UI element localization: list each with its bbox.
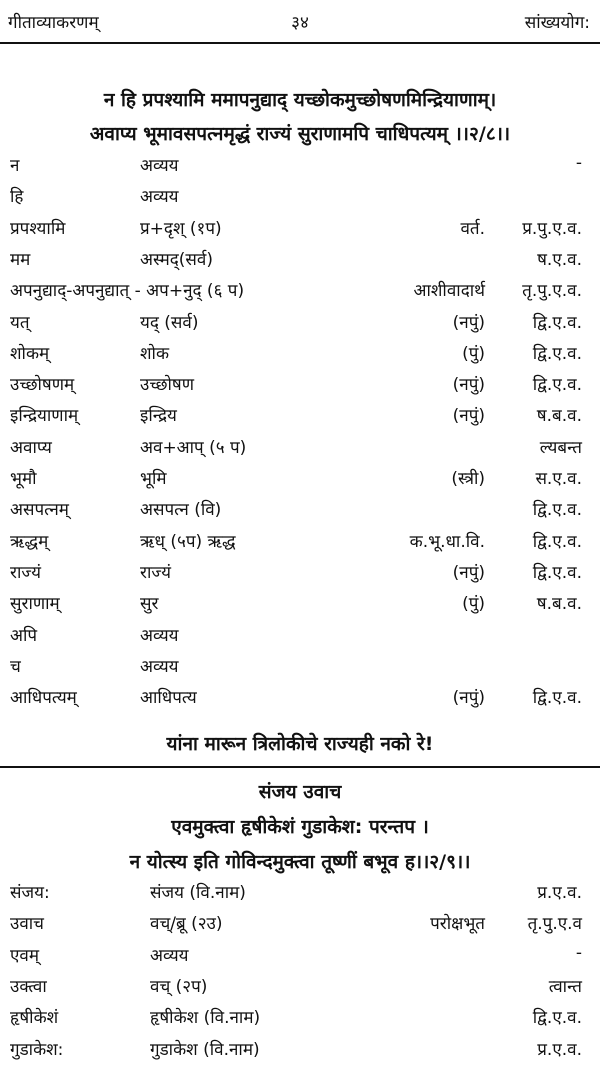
word-cell: एवम् (10, 945, 40, 966)
section-rule (0, 766, 600, 768)
word-cell: अपि (10, 625, 38, 646)
word-cell: भूमौ (10, 469, 37, 489)
root-cell: हृषीकेश (वि.नाम) (150, 1008, 261, 1029)
form-cell: द्वि.ए.व. (532, 500, 582, 521)
word-cell: आधिपत्यम् (10, 688, 77, 709)
verse1-line2: अवाप्य भूमावसपत्नमृद्धं राज्यं सुराणामपि चाधिपत्यम् ।।२/८।। (89, 123, 511, 145)
form-cell: द्वि.ए.व. (532, 562, 582, 583)
note-cell: (नपुं) (452, 562, 485, 583)
form-cell: द्वि.ए.व. (532, 375, 582, 396)
note-cell: (पुं) (462, 343, 485, 364)
word-cell: मम (10, 249, 31, 270)
root-cell: अव्यय (140, 656, 179, 677)
word-cell: गुडाकेश: (10, 1039, 64, 1060)
table-row (0, 623, 600, 653)
form-cell: - (575, 942, 582, 963)
page-number: ३४ (291, 13, 309, 33)
root-cell: अव्यय (150, 945, 189, 966)
note-cell: (पुं) (462, 594, 485, 615)
table-row (0, 153, 600, 183)
word-cell: यत् (10, 312, 30, 333)
form-cell: प्र.ए.व. (537, 883, 582, 903)
note-cell: परोक्षभूत (430, 914, 485, 935)
root-cell: शोक (140, 343, 170, 364)
word-cell: असपत्नम् (10, 500, 69, 521)
form-cell: प्र.ए.व. (537, 1039, 582, 1060)
form-cell: तृ.पु.ए.व (527, 914, 582, 935)
root-cell: अव+आप् (५ प) (140, 437, 247, 458)
word-cell: हृषीकेशं (10, 1008, 59, 1029)
word-cell: राज्यं (10, 562, 41, 583)
chapter-title: सांख्ययोग: (524, 13, 590, 33)
table-row (0, 341, 600, 371)
motto: यांना मारून त्रिलोकीचे राज्यही नको रे! (166, 733, 434, 755)
word-cell: उक्त्वा (10, 976, 47, 997)
word-cell: इन्द्रियाणाम् (10, 406, 79, 427)
table-row (0, 310, 600, 340)
table-row (0, 497, 600, 527)
note-cell: (नपुं) (452, 375, 485, 396)
word-cell: उच्छोषणम् (10, 375, 75, 396)
form-cell: द्वि.ए.व. (532, 688, 582, 709)
form-cell: ल्यबन्त (539, 437, 582, 458)
form-cell: प्र.पु.ए.व. (522, 218, 582, 239)
word-cell: ऋद्धम् (10, 531, 49, 552)
word-cell: संजय: (10, 883, 50, 903)
root-cell: वच् (२प) (150, 976, 208, 997)
note-cell: आशीवादार्थ (413, 281, 485, 302)
form-cell: तृ.पु.ए.व. (522, 281, 582, 302)
table-row (0, 654, 600, 684)
verse2-line1: एवमुक्त्वा हृषीकेशं गुडाकेश: परन्तप । (171, 816, 429, 838)
table-row (0, 466, 600, 496)
root-cell: अव्यय (140, 625, 179, 646)
table-row (0, 591, 600, 621)
word-cell: अवाप्य (10, 437, 52, 458)
word-cell: च (10, 656, 21, 677)
form-cell: ष.ब.व. (536, 594, 582, 615)
word-cell: न (10, 156, 20, 176)
form-cell: ष.ब.व. (536, 406, 582, 427)
root-cell: अस्मद्(सर्व) (140, 249, 214, 270)
root-cell: असपत्न (वि) (140, 500, 222, 521)
note-cell: वर्त. (460, 218, 485, 239)
root-cell: उच्छोषण (140, 375, 195, 396)
table-row (0, 911, 600, 941)
table-row (0, 1005, 600, 1035)
word-cell: उवाच (10, 914, 44, 935)
table-row (0, 372, 600, 402)
form-cell: स.ए.व. (535, 469, 582, 489)
word-cell: अपनुद्याद्-अपनुद्यात् - अप+नुद् (६ प) (10, 281, 245, 302)
word-cell: प्रपश्यामि (10, 218, 66, 239)
word-cell: सुराणाम् (10, 594, 60, 615)
form-cell: त्वान्त (548, 976, 582, 997)
section2-heading: संजय उवाच (258, 781, 342, 803)
form-cell: द्वि.ए.व. (532, 312, 582, 333)
form-cell: द्वि.ए.व. (532, 531, 582, 552)
note-cell: (नपुं) (452, 406, 485, 427)
table-row (0, 216, 600, 246)
table-row (0, 974, 600, 1004)
page-header (0, 0, 600, 40)
table-row (0, 880, 600, 910)
note-cell: क.भू.धा.वि. (409, 531, 485, 552)
note-cell: (नपुं) (452, 312, 485, 333)
table-row (0, 435, 600, 465)
root-cell: संजय (वि.नाम) (150, 883, 246, 903)
table-row (0, 560, 600, 590)
form-cell: द्वि.ए.व. (532, 1008, 582, 1029)
root-cell: इन्द्रिय (140, 406, 177, 427)
root-cell: आधिपत्य (140, 688, 197, 709)
table-row (0, 184, 600, 214)
root-cell: गुडाकेश (वि.नाम) (150, 1039, 260, 1060)
verse1-line1: न हि प्रपश्यामि ममापनुद्याद् यच्छोकमुच्छोषणमिन्द्रियाणाम्। (103, 89, 497, 111)
table-row (0, 685, 600, 715)
root-cell: यद् (सर्व) (140, 312, 199, 333)
root-cell: भूमि (140, 469, 167, 489)
verse2-line2: न योत्स्य इति गोविन्दमुक्त्वा तूष्णीं बभूव ह।।२/९।। (129, 851, 471, 873)
note-cell: (स्त्री) (451, 469, 485, 489)
form-cell: द्वि.ए.व. (532, 343, 582, 364)
word-cell: हि (10, 187, 24, 208)
form-cell: ष.ए.व. (537, 249, 582, 270)
root-cell: सुर (140, 594, 159, 615)
form-cell: - (575, 153, 582, 173)
root-cell: प्र+दृश् (१प) (140, 218, 222, 239)
root-cell: राज्यं (140, 562, 171, 583)
table-row (0, 529, 600, 559)
table-row (0, 1037, 600, 1067)
table-row (0, 247, 600, 277)
table-row (0, 403, 600, 433)
word-cell: शोकम् (10, 343, 50, 364)
note-cell: (नपुं) (452, 688, 485, 709)
table-row (0, 278, 600, 308)
root-cell: अव्यय (140, 156, 179, 176)
book-title: गीताव्याकरणम् (8, 13, 99, 33)
table-row (0, 943, 600, 973)
root-cell: अव्यय (140, 187, 179, 208)
header-rule (0, 42, 600, 44)
root-cell: वच्/ब्रू (२उ) (150, 914, 223, 935)
root-cell: ऋध् (५प) ऋद्ध (140, 531, 236, 552)
